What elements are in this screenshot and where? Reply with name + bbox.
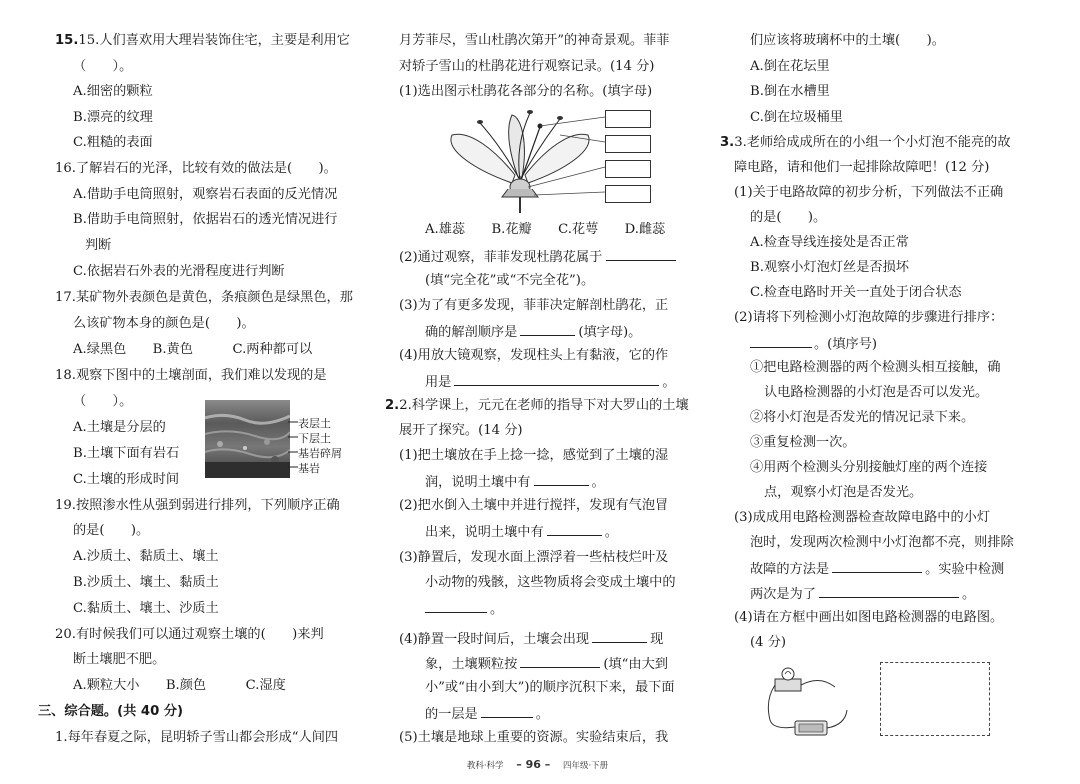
q3-part4-score: (4 分) [750, 635, 787, 650]
q19-option-b: B.沙质土、壤土、黏质土 [73, 575, 219, 590]
q16-option-c: C.依据岩石外表的光滑程度进行判断 [73, 264, 285, 279]
flower-options: A.雄蕊 B.花瓣 C.花萼 D.雌蕊 [425, 222, 666, 237]
page-footer [385, 758, 690, 771]
answer-line [606, 248, 676, 261]
q2-part5-option-c: C.倒在垃圾桶里 [750, 110, 843, 125]
q2-part2-cont: 出来，说明土壤中有 。 [425, 525, 618, 540]
q18-stem: 18.观察下图中的土壤剖面，我们难以发现的是 [55, 368, 327, 383]
q3-part2: (2)请将下列检测小灯泡故障的步骤进行排序： [734, 310, 1004, 325]
page-number: – 96 – [516, 758, 551, 771]
q20-options: A.颗粒大小 B.颜色 C.湿度 [73, 678, 286, 693]
q18-option-b: B.土壤下面有岩石 [73, 446, 180, 461]
soil-profile-image [205, 400, 290, 478]
comp-q3-stem: 3.3.老师给成成所在的小组一个小灯泡不能亮的故 [720, 135, 1011, 150]
answer-line [534, 473, 589, 486]
q19-option-a: A.沙质土、黏质土、壤土 [73, 549, 219, 564]
section-heading: 三、综合题。(共 40 分) [38, 704, 184, 719]
footer-subject: 教科·科学 [466, 761, 504, 771]
label-bedrock-debris: 基岩碎屑 [298, 447, 342, 460]
q2-part3-answer: 。 [425, 600, 503, 618]
comp-q2-stem: 2.2.科学课上，元元在老师的指导下对大罗山的土壤 [385, 398, 689, 413]
q1-part3: (3)为了有更多发现，菲菲决定解剖杜鹃花，正 [399, 298, 669, 313]
q3-part1-option-c: C.检查电路时开关一直处于闭合状态 [750, 285, 962, 300]
flower-answer-box-1[interactable] [605, 110, 651, 128]
q17-options: A.绿黑色 B.黄色 C.两种都可以 [73, 342, 313, 357]
q2-part4: (4)静置一段时间后，土壤会出现 现 [399, 632, 664, 647]
q19-option-c: C.黏质土、壤土、沙质土 [73, 601, 219, 616]
q18-blank: （ ）。 [73, 394, 133, 409]
q3-part3-cont-3: 两次是为了 。 [750, 587, 976, 602]
comp-q3-stem-cont: 障电路，请和他们一起排除故障吧！(12 分) [734, 160, 990, 175]
soil-label-leaders [288, 418, 298, 470]
comp-q1-cont-1: 月芳菲尽，雪山杜鹃次第开”的神奇景观。菲菲 [399, 33, 670, 48]
q1-part4-cont: 用是 。 [425, 375, 676, 390]
q15-option-a: A.细密的颗粒 [73, 84, 153, 99]
label-topsoil: 表层土 [298, 417, 331, 430]
flower-answer-box-4[interactable] [605, 185, 651, 203]
q2-part3-cont: 小动物的残骸，这些物质将会变成土壤中的 [425, 575, 676, 590]
q1-part1: (1)选出图示杜鹃花各部分的名称。(填字母) [399, 84, 653, 99]
q1-part2-cont: (填“完全花”或“不完全花”)。 [425, 273, 595, 288]
q2-part4-cont-2: 小”或“由小到大”)的顺序沉积下来，最下面 [425, 680, 675, 695]
q19-stem: 19.按照渗水性从强到弱进行排列，下列顺序正确 [55, 498, 340, 513]
q1-part3-cont: 确的解剖顺序是 (填字母)。 [425, 325, 642, 340]
q3-step-4-cont: 点，观察小灯泡是否发光。 [764, 485, 923, 500]
answer-line [592, 630, 647, 643]
q1-part2: (2)通过观察，菲菲发现杜鹃花属于 [399, 248, 676, 266]
q15-option-b: B.漂亮的纹理 [73, 110, 153, 125]
q19-stem-cont: 的是( )。 [73, 523, 150, 538]
answer-line [520, 655, 600, 668]
answer-line [832, 560, 922, 573]
comp-q1-stem: 1.每年春夏之际，昆明轿子雪山都会形成“人间四 [55, 730, 339, 745]
q3-step-1-cont: 认电路检测器的小灯泡是否可以发光。 [764, 385, 989, 400]
q18-option-a: A.土壤是分层的 [73, 420, 166, 435]
q2-part2: (2)把水倒入土壤中并进行搅拌，发现有气泡冒 [399, 498, 669, 513]
q18-option-c: C.土壤的形成时间 [73, 472, 180, 487]
q2-part4-cont: 象，土壤颗粒按 (填“由大到 [425, 657, 668, 672]
answer-line [454, 373, 659, 386]
answer-line [547, 523, 602, 536]
q20-stem-cont: 断土壤肥不肥。 [73, 652, 166, 667]
q16-stem: 16.了解岩石的光泽，比较有效的做法是( )。 [55, 161, 337, 176]
q3-step-1: ①把电路检测器的两个检测头相互接触，确 [750, 360, 1001, 375]
q17-stem-cont: 么该矿物本身的颜色是( )。 [73, 316, 255, 331]
q3-part4: (4)请在方框中画出如图电路检测器的电路图。 [734, 610, 1004, 625]
q2-part4-cont-3: 的一层是 。 [425, 707, 549, 722]
q3-part3-cont-2: 故障的方法是 。实验中检测 [750, 562, 1005, 577]
comp-q2-stem-cont: 展开了探究。(14 分) [399, 423, 523, 438]
answer-line [481, 705, 533, 718]
q2-part5-cont: 们应该将玻璃杯中的土壤( )。 [750, 33, 945, 48]
q3-step-4: ④用两个检测头分别接触灯座的两个连接 [750, 460, 988, 475]
q1-part4: (4)用放大镜观察，发现柱头上有黏液，它的作 [399, 348, 669, 363]
q16-option-b-cont: 判断 [85, 238, 112, 253]
answer-line [819, 585, 959, 598]
label-subsoil: 下层土 [298, 432, 331, 445]
q15-blank: （ ）。 [73, 59, 133, 74]
footer-grade: 四年级·下册 [562, 761, 609, 771]
q2-part1-cont: 润，说明土壤中有 。 [425, 475, 605, 490]
answer-line [425, 600, 487, 613]
q3-part3-cont: 泡时，发现两次检测中小灯泡都不亮，则排除 [750, 535, 1014, 550]
q17-stem: 17.某矿物外表颜色是黄色，条痕颜色是绿黑色，那 [55, 290, 353, 305]
q2-part5-option-a: A.倒在花坛里 [750, 59, 830, 74]
q3-part1: (1)关于电路故障的初步分析，下列做法不正确 [734, 185, 1004, 200]
flower-answer-box-3[interactable] [605, 160, 651, 178]
q20-stem: 20.有时候我们可以通过观察土壤的( )来判 [55, 627, 324, 642]
q3-step-2: ②将小灯泡是否发光的情况记录下来。 [750, 410, 975, 425]
q3-part3: (3)成成用电路检测器检查故障电路中的小灯 [734, 510, 991, 525]
q2-part5-option-b: B.倒在水槽里 [750, 84, 830, 99]
q3-part1-option-b: B.观察小灯泡灯丝是否损坏 [750, 260, 909, 275]
answer-line [750, 335, 812, 348]
q15-stem: 15.15.人们喜欢用大理岩装饰住宅，主要是利用它 [55, 33, 350, 48]
q3-step-3: ③重复检测一次。 [750, 435, 856, 450]
q16-option-a: A.借助手电筒照射，观察岩石表面的反光情况 [73, 187, 338, 202]
q3-part1-option-a: A.检查导线连接处是否正常 [750, 235, 909, 250]
q3-part2-answer: 。(填序号) [750, 335, 877, 353]
comp-q1-cont-2: 对轿子雪山的杜鹃花进行观察记录。(14 分) [399, 59, 655, 74]
q2-part1: (1)把土壤放在手上捻一捻，感觉到了土壤的湿 [399, 448, 669, 463]
label-bedrock: 基岩 [298, 462, 320, 475]
answer-line [520, 323, 575, 336]
circuit-tester-illustration [765, 665, 855, 740]
q2-part3: (3)静置后，发现水面上漂浮着一些枯枝烂叶及 [399, 550, 669, 565]
q16-option-b: B.借助手电筒照射，依据岩石的透光情况进行 [73, 212, 338, 227]
flower-answer-box-2[interactable] [605, 135, 651, 153]
q3-part1-cont: 的是( )。 [750, 210, 827, 225]
q15-option-c: C.粗糙的表面 [73, 135, 153, 150]
circuit-drawing-box[interactable] [880, 662, 990, 736]
q2-part5: (5)土壤是地球上重要的资源。实验结束后，我 [399, 730, 669, 745]
